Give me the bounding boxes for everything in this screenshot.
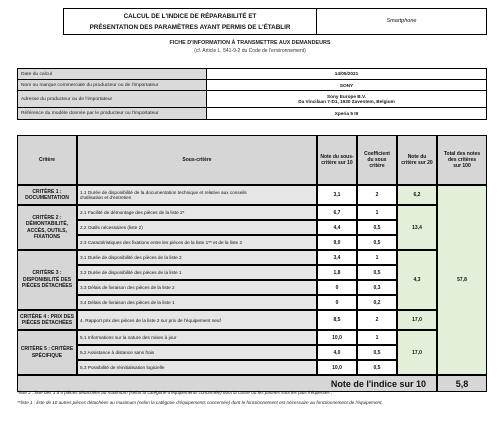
info-value: 14/05/2021 xyxy=(207,69,487,80)
sub-criterion-2-1: 2.1 Facilité de démontage des pièces de la liste 2* xyxy=(77,205,317,220)
sub-criterion-3-3: 3.3 Délais de livraison des pièces de la liste 2 xyxy=(77,280,317,295)
criterion-note: 17,0 xyxy=(397,310,437,330)
header-note-sous-critere xyxy=(317,135,357,185)
header-note-critere xyxy=(397,135,437,185)
criterion-note: 17,0 xyxy=(397,330,437,375)
criterion-text: CRITÈRE 3 : xyxy=(32,270,62,277)
info-label: Date du calcul xyxy=(18,69,207,80)
criterion-text: DISPONIBILITÉ DES xyxy=(22,276,72,283)
info-value: SONY xyxy=(207,80,487,91)
final-index-value: 5,8 xyxy=(437,375,487,392)
footnote-list-1: **liste 1 : liste de 10 autres pièces détachées au maximum (selon la catégorie d'équipements concernée) dont le fonctionnement est nécessaire au fonctionnement de l'équipement. xyxy=(17,400,383,405)
sub-criterion-coefficient: 0,5 xyxy=(357,360,397,375)
criterion-note: 4,3 xyxy=(397,250,437,310)
criterion-text: PIÈCES DÉTACHÉES xyxy=(21,283,73,290)
sub-criterion-coefficient: 0,5 xyxy=(357,345,397,360)
header-text: Note du xyxy=(407,154,427,160)
criterion-text: CRITÈRE 2 : xyxy=(32,214,62,221)
repairability-score-table xyxy=(17,135,487,389)
total-score: 57,8 xyxy=(437,185,487,375)
criterion-4-name xyxy=(17,310,77,330)
sub-criterion-note: 8,5 xyxy=(317,310,357,330)
info-value xyxy=(207,91,487,108)
sub-criterion-note: 0 xyxy=(317,280,357,295)
criterion-1-name xyxy=(17,185,77,205)
sub-criterion-5-3: 5.3 Possibilité de réinitialisation logicielle xyxy=(77,360,317,375)
sub-criterion-3-1: 3.1 Durée de disponibilité des pièces de la liste 2 xyxy=(77,250,317,265)
info-label: Nom ou marque commerciale du producteur ou de l'importateur xyxy=(18,80,207,91)
document-subtitle-reference: (cf. Article L. 541-9-2 du Code de l'environnement) xyxy=(194,48,306,54)
document-title xyxy=(63,8,317,35)
header-text: sur 100 xyxy=(453,163,471,169)
header-text: Total des notes xyxy=(443,151,481,157)
sub-criterion-2-3: 2.3 Caractéristiques des fixations entre les pièces de la liste 1** et de la liste 2 xyxy=(77,235,317,250)
criterion-text: ACCÈS, OUTILS, xyxy=(26,227,67,234)
sub-criterion-5-1: 5.1 Informations sur la nature des mises à jour xyxy=(77,330,317,345)
header-text: critère xyxy=(369,163,385,169)
info-label: Adresse du producteur ou de l'importateur xyxy=(18,91,207,108)
sub-criterion-coefficient: 0,3 xyxy=(357,280,397,295)
address-line-1: Sony Europe B.V. xyxy=(327,93,366,99)
address-line-2: Da Vincilaan 7-D1, 1930 Zaventem, Belgium xyxy=(298,99,395,105)
criterion-text: CRITÈRE 4 : PRIX DES xyxy=(20,313,74,320)
sub-criterion-note: 3,1 xyxy=(317,185,357,205)
info-row-address xyxy=(18,91,487,108)
sub-criterion-4: 4. Rapport prix des pièces de la liste 2 sur prix de l'équipement neuf xyxy=(77,310,317,330)
sub-criterion-3-4: 3.4 Délais de livraison des pièces de la liste 1 xyxy=(77,295,317,310)
criterion-3-name xyxy=(17,250,77,310)
criterion-text: PIÈCES DÉTACHÉES xyxy=(21,320,73,326)
info-value: Xperia 5 III xyxy=(207,108,487,119)
title-line-1: CALCUL DE L'INDICE DE RÉPARABILITÉ ET xyxy=(123,13,257,20)
sub-criterion-note: 10,0 xyxy=(317,330,357,345)
final-index-label: Note de l'indice sur 10 xyxy=(17,375,437,392)
criterion-text: DOCUMENTATION xyxy=(25,195,69,201)
info-row-date xyxy=(18,69,487,80)
header-text: Coefficient xyxy=(364,151,390,157)
product-info-table xyxy=(17,68,487,120)
info-row-model xyxy=(18,108,487,119)
document-subtitle: FICHE D'INFORMATION À TRANSMETTRE AUX DEMANDEURS xyxy=(169,40,331,46)
sub-criterion-note: 10,0 xyxy=(317,360,357,375)
header-text: critère sur 10 xyxy=(321,160,353,166)
sub-criterion-2-2: 2.2 Outils nécessaires (liste 2) xyxy=(77,220,317,235)
title-line-2: PRÉSENTATION DES PARAMÈTRES AYANT PERMIS DE L'ÉTABLIR xyxy=(89,24,291,31)
sub-criterion-1-1 xyxy=(77,185,317,205)
sub-criterion-label: d'utilisation et d'entretien xyxy=(80,195,132,200)
criterion-text: SPÉCIFIQUE xyxy=(31,352,63,359)
criterion-text: FIXATIONS xyxy=(33,234,61,240)
sub-criterion-note: 3,4 xyxy=(317,250,357,265)
sub-criterion-coefficient: 0,5 xyxy=(357,220,397,235)
sub-criterion-note: 4,4 xyxy=(317,220,357,235)
criterion-5-name xyxy=(17,330,77,375)
footnote-list-2: *liste 2 : liste des 3 à 5 pièces détachées au maximum (selon la catégorie d'équipements concernée) dont la casse ou les pannes sont les plus fréquentes ; xyxy=(17,390,333,395)
sub-criterion-5-2: 5.2 Assistance à distance sans frais xyxy=(77,345,317,360)
sub-criterion-coefficient: 0,5 xyxy=(357,235,397,250)
sub-criterion-coefficient: 0,2 xyxy=(357,295,397,310)
sub-criterion-coefficient: 0,5 xyxy=(357,265,397,280)
header-text: Note du sous- xyxy=(320,154,354,160)
sub-criterion-3-2: 3.2 Durée de disponibilité des pièces de la liste 1 xyxy=(77,265,317,280)
info-row-brand xyxy=(18,80,487,91)
sub-criterion-coefficient: 2 xyxy=(357,310,397,330)
sub-criterion-coefficient: 2 xyxy=(357,185,397,205)
criterion-text: CRITÈRE 1 : xyxy=(32,188,62,195)
header-total xyxy=(437,135,487,185)
header-text: des critères xyxy=(447,157,477,163)
header-critere: Critère xyxy=(17,135,77,185)
header-text: critère sur 20 xyxy=(401,160,433,166)
criterion-2-name xyxy=(17,205,77,250)
header-sous-critere: Sous-critère xyxy=(77,135,317,185)
criterion-text: DÉMONTABILITÉ, xyxy=(25,221,69,227)
criterion-note: 6,2 xyxy=(397,185,437,205)
info-label: Référence du modèle donnée par le producteur ou l'importateur xyxy=(18,108,207,119)
sub-criterion-coefficient: 1 xyxy=(357,330,397,345)
sub-criterion-note: 9,0 xyxy=(317,235,357,250)
header-coefficient xyxy=(357,135,397,185)
sub-criterion-coefficient: 1 xyxy=(357,250,397,265)
criterion-note: 13,4 xyxy=(397,205,437,250)
criterion-text: CRITÈRE 5 : CRITÈRE xyxy=(20,346,74,352)
product-type: Smartphone xyxy=(317,8,487,35)
sub-criterion-note: 6,7 xyxy=(317,205,357,220)
header-text: du sous xyxy=(367,157,387,163)
sub-criterion-note: 0 xyxy=(317,295,357,310)
sub-criterion-note: 4,0 xyxy=(317,345,357,360)
sub-criterion-coefficient: 1 xyxy=(357,205,397,220)
sub-criterion-label: 1.1 Durée de disponibilité de la documentation technique et relative aux conseils xyxy=(80,190,247,195)
sub-criterion-note: 1,8 xyxy=(317,265,357,280)
